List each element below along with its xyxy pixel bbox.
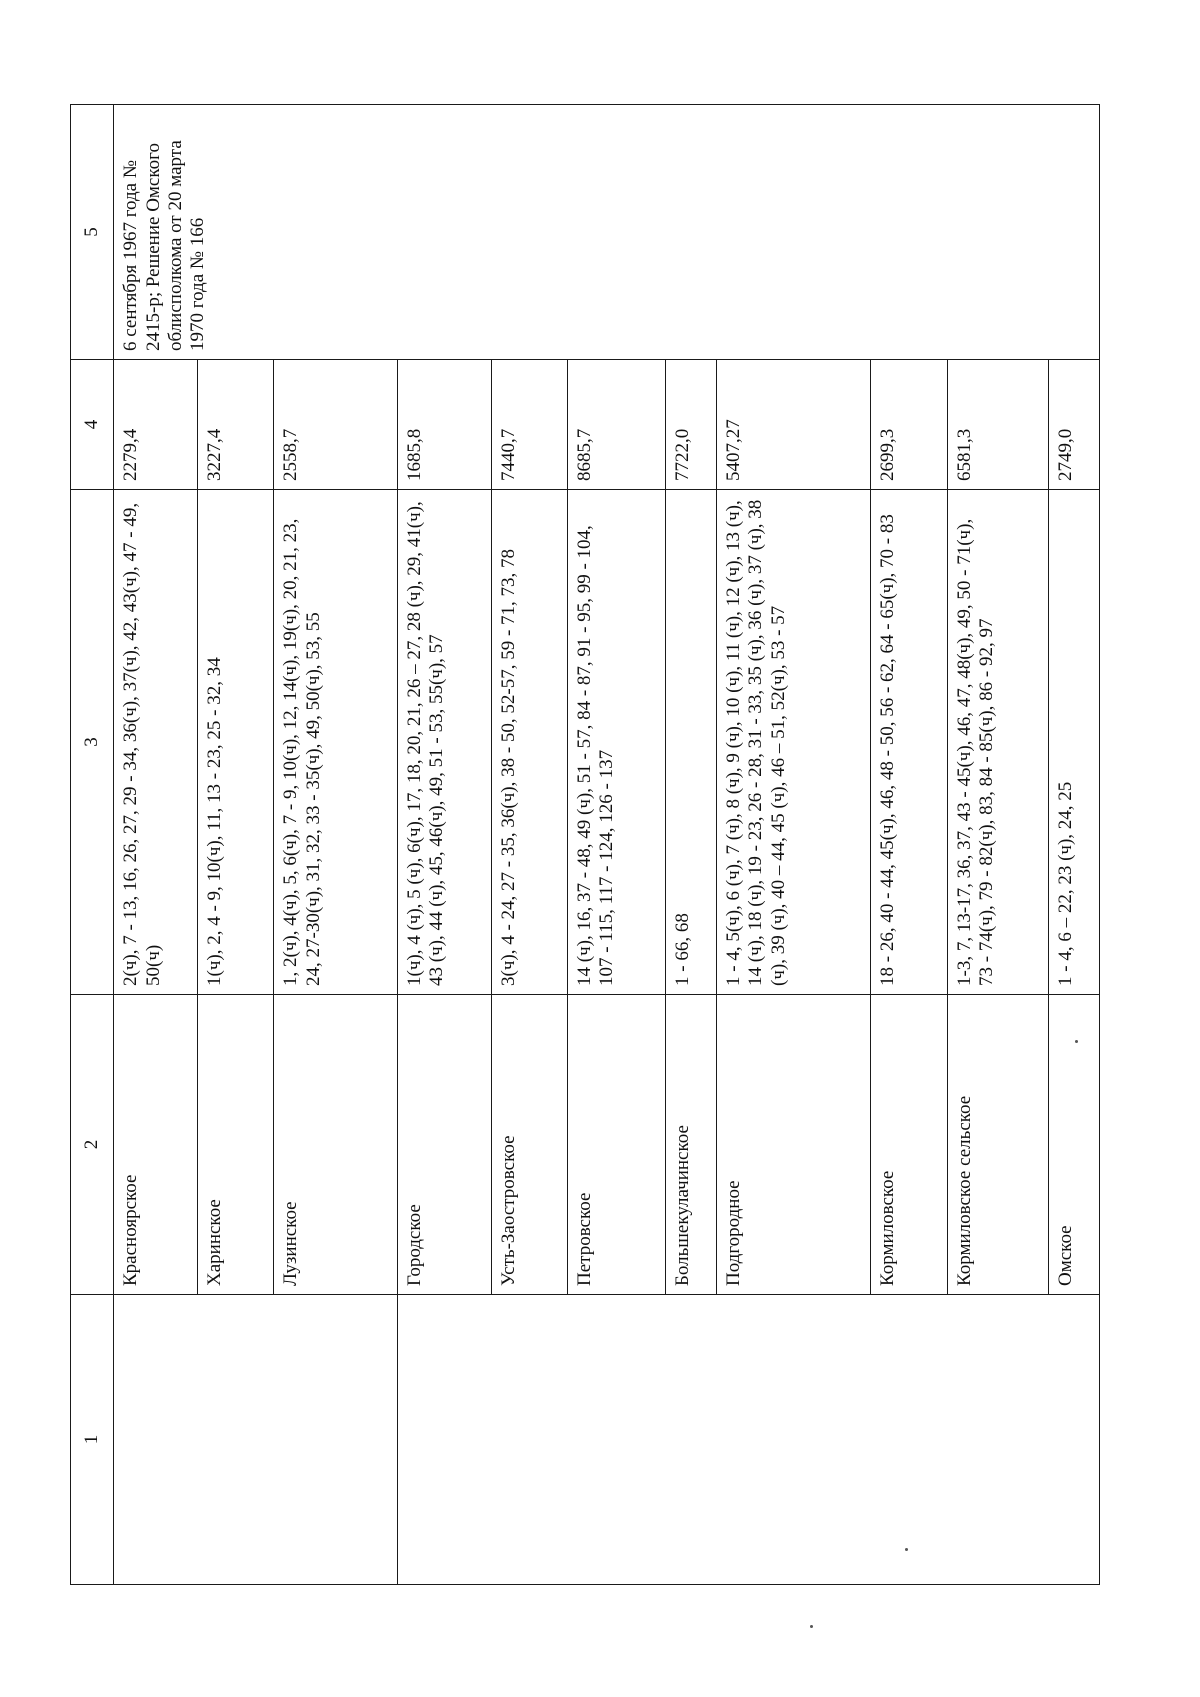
row-name: Лузинское [274,995,397,1295]
row-area: 2279,4 [114,360,198,490]
col1-group-b [397,1295,1099,1585]
row-parcels: 3(ч), 4 - 24, 27 - 35, 36(ч), 38 - 50, 52-57, 59 - 71, 73, 78 [492,490,568,995]
row-area: 3227,4 [198,360,274,490]
rotated-table-container [70,105,1100,1585]
row-parcels: 1(ч), 2, 4 - 9, 10(ч), 11, 13 - 23, 25 - 32, 34 [198,490,274,995]
row-parcels: 1 - 66, 68 [665,490,716,995]
row-name: Кормиловское сельское [947,995,1048,1295]
row-name: Городское [397,995,491,1295]
row-name: Большекулачинское [665,995,716,1295]
land-table [70,104,1100,1585]
scan-speck [1075,1040,1078,1043]
row-name: Усть-Заостровское [492,995,568,1295]
row-name: Омское [1048,995,1099,1295]
row-area: 1685,8 [397,360,491,490]
table-row [114,105,198,1585]
row-area: 2749,0 [1048,360,1099,490]
row-parcels: 1-3, 7, 13-17, 36, 37, 43 - 45(ч), 46, 47, 48(ч), 49, 50 - 71(ч), 73 - 74(ч), 79 - 82(ч), 83, 84 - 85(ч), 86 - 92, 97 [947,490,1048,995]
row-parcels: 1 - 4, 6 – 22, 23 (ч), 24, 25 [1048,490,1099,995]
col1-group-a [114,1295,397,1585]
row-parcels: 1, 2(ч), 4(ч), 5, 6(ч), 7 - 9, 10(ч), 12, 14(ч), 19(ч), 20, 21, 23, 24, 27-30(ч), 31, 32, 33 - 35(ч), 49, 50(ч), 53, 55 [274,490,397,995]
reference-cell: 6 сентября 1967 года № 2415-р; Решение Омского облисполкома от 20 марта 1970 года № 166 [114,105,1100,360]
row-name: Кормиловское [870,995,947,1295]
row-parcels: 2(ч), 7 - 13, 16, 26, 27, 29 - 34, 36(ч), 37(ч), 42, 43(ч), 47 - 49, 50(ч) [114,490,198,995]
scan-speck [905,1548,908,1551]
header-col-5: 5 [71,105,114,360]
row-area: 2699,3 [870,360,947,490]
row-area: 8685,7 [567,360,665,490]
header-row [71,105,114,1585]
row-area: 5407,27 [716,360,870,490]
row-parcels: 14 (ч), 16, 37 - 48, 49 (ч), 51 - 57, 84 - 87, 91 - 95, 99 - 104, 107 - 115, 117 - 124, 126 - 137 [567,490,665,995]
row-area: 7722,0 [665,360,716,490]
header-col-3: 3 [71,490,114,995]
row-parcels: 18 - 26, 40 - 44, 45(ч), 46, 48 - 50, 56 - 62, 64 - 65(ч), 70 - 83 [870,490,947,995]
row-name: Подгородное [716,995,870,1295]
row-name: Красноярское [114,995,198,1295]
row-name: Петровское [567,995,665,1295]
header-col-1: 1 [71,1295,114,1585]
scan-speck [810,1625,813,1628]
row-parcels: 1 - 4, 5(ч), 6 (ч), 7 (ч), 8 (ч), 9 (ч), 10 (ч), 11 (ч), 12 (ч), 13 (ч), 14 (ч), 18 (ч), 19 - 23, 26 - 28, 31 - 33, 35 (ч), 36 (ч), 37 (ч), 38 (ч), 39 (ч), 40 – 44, 45 (ч), 46 – 51, 52(ч), 53 - 57 [716,490,870,995]
row-area: 7440,7 [492,360,568,490]
row-area: 6581,3 [947,360,1048,490]
row-area: 2558,7 [274,360,397,490]
header-col-2: 2 [71,995,114,1295]
row-parcels: 1(ч), 4 (ч), 5 (ч), 6(ч), 17, 18, 20, 21, 26 – 27, 28 (ч), 29, 41(ч), 43 (ч), 44 (ч), 45, 46(ч), 49, 51 - 53, 55(ч), 57 [397,490,491,995]
header-col-4: 4 [71,360,114,490]
row-name: Харинское [198,995,274,1295]
